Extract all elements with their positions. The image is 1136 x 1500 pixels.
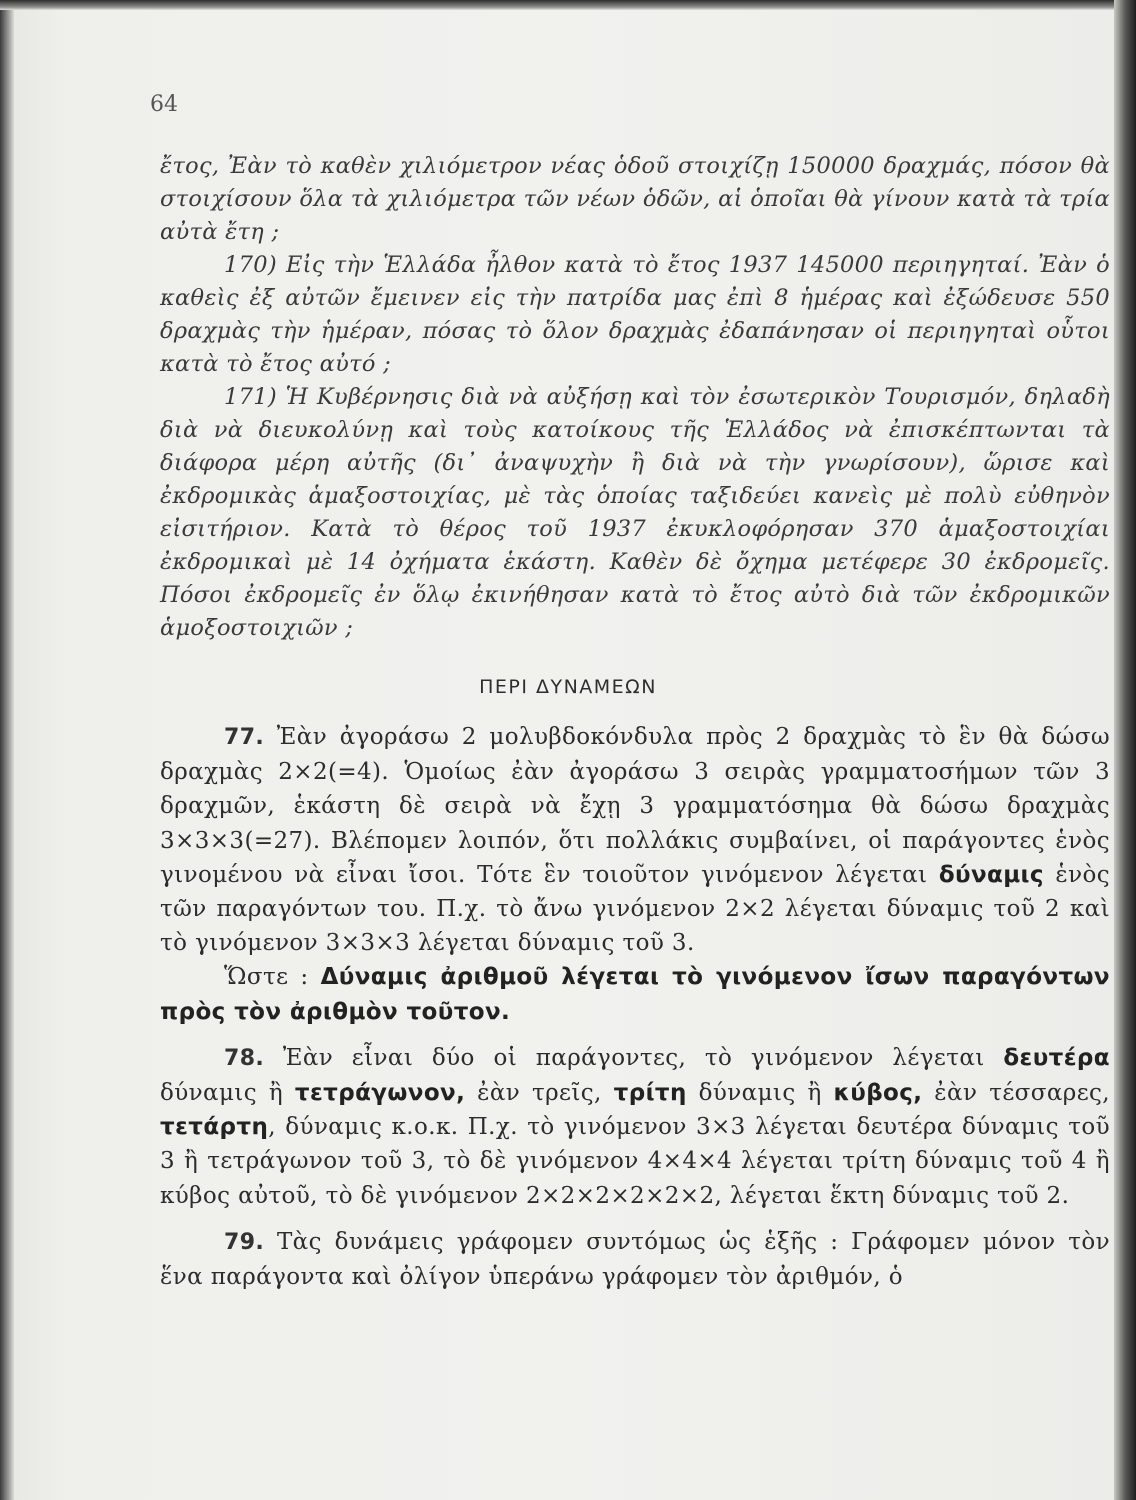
paragraph-number: 79. bbox=[224, 1229, 265, 1255]
term-triti: τρίτη bbox=[613, 1080, 687, 1107]
scan-edge-left bbox=[0, 0, 14, 1500]
term-dynamis: δύναμις bbox=[938, 861, 1044, 888]
exercise-169-tail: ἔτος, Ἐὰν τὸ καθὲν χιλιόμετρον νέας ὁδοῦ στοιχίζῃ 150000 δραχμάς, πόσον θὰ στοιχίσουν ὅλα τὰ χιλιόμετρα τῶν νέων ὁδῶν, αἱ ὁποῖαι θὰ γίνουν κατὰ τὰ τρία αὐτὰ ἔτη ; bbox=[160, 153, 1110, 245]
powers-section bbox=[160, 720, 1110, 1294]
scan-edge-right bbox=[1114, 0, 1136, 1500]
exercise-171: 171) Ἡ Κυβέρνησις διὰ νὰ αὐξήσῃ καὶ τὸν ἐσωτερικὸν Τουρισμόν, δηλαδὴ διὰ νὰ διευκολύνῃ καὶ τοὺς κατοίκους τῆς Ἑλλάδος νὰ ἐπισκέπτωνται τὰ διάφορα μέρη αὐτῆς (δι᾽ ἀναψυχὴν ἢ διὰ νὰ τὴν γνωρίσουν), ὥρισε καὶ ἐκδρομικὰς ἁμαξοστοιχίας, μὲ τὰς ὁποίας ταξιδεύει κανεὶς μὲ πολὺ εὐθηνὸν εἰσιτήριον. Κατὰ τὸ θέρος τοῦ 1937 ἐκυκλοφόρησαν 370 ἁμαξοστοιχίαι ἐκδρομικαὶ μὲ 14 ὀχήματα ἑκάστη. Καθὲν δὲ ὄχημα μετέφερε 30 ἐκδρομεῖς. Πόσοι ἐκδρομεῖς ἐν ὅλῳ ἐκινήθησαν κατὰ τὸ ἔτος αὐτὸ διὰ τῶν ἐκδρομικῶν ἁμοξοστοιχιῶν ; bbox=[160, 384, 1110, 641]
term-deutera: δευτέρα bbox=[1003, 1044, 1110, 1071]
section-heading: ΠΕΡΙ ΔΥΝΑΜΕΩΝ bbox=[479, 676, 657, 698]
definition-77: Ὥστε : Δύναμις ἀριθμοῦ λέγεται τὸ γινόμενον ἴσων παραγόντων πρὸς τὸν ἀριθμὸν τοῦτον. bbox=[160, 964, 1110, 1025]
paragraph-number: 78. bbox=[224, 1045, 265, 1071]
exercise-170: 170) Εἰς τὴν Ἑλλάδα ἦλθον κατὰ τὸ ἔτος 1937 145000 περιηγηταί. Ἐὰν ὁ καθεὶς ἐξ αὐτῶν ἔμεινεν εἰς τὴν πατρίδα μας ἐπὶ 8 ἡμέρας καὶ ἐξώδευσε 550 δραχμὰς τὴν ἡμέραν, πόσας τὸ ὅλον δραχμὰς ἐδαπάνησαν οἱ περιηγηταὶ οὗτοι κατὰ τὸ ἔτος αὐτό ; bbox=[160, 252, 1110, 377]
paragraph-78: 78. Ἐὰν εἶναι δύο οἱ παράγοντες, τὸ γινόμενον λέγεται δευτέρα δύναμις ἢ τετράγωνον, ἐὰν τρεῖς, τρίτη δύναμις ἢ κύβος, ἐὰν τέσσαρες, τετάρτη, δύναμις κ.ο.κ. Π.χ. τὸ γινόμενον 3×3 λέγεται δευτέρα δύναμις τοῦ 3 ἢ τετράγωνον τοῦ 3, τὸ δὲ γινόμενον 4×4×4 λέγεται τρίτη δύναμις τοῦ 4 ἢ κύβος αὐτοῦ, τὸ δὲ γινόμενον 2×2×2×2×2×2, λέγεται ἕκτη δύναμις τοῦ 2. bbox=[160, 1044, 1110, 1209]
paragraph-79: 79. Τὰς δυνάμεις γράφομεν συντόμως ὡς ἑξῆς : Γράφομεν μόνον τὸν ἕνα παράγοντα καὶ ὀλίγον ὑπεράνω γράφομεν τὸν ἀριθμόν, ὁ bbox=[160, 1228, 1110, 1291]
paragraph-77: 77. Ἐὰν ἀγοράσω 2 μολυβδοκόνδυλα πρὸς 2 δραχμὰς τὸ ἓν θὰ δώσω δραχμὰς 2×2(=4). Ὁμοίως ἐὰν ἀγοράσω 3 σειρὰς γραμματοσήμων τῶν 3 δραχμῶν, ἑκάστη δὲ σειρὰ νὰ ἔχῃ 3 γραμματόσημα θὰ δώσω δραχμὰς 3×3×3(=27). Βλέπομεν λοιπόν, ὅτι πολλάκις συμβαίνει, οἱ παράγοντες ἑνὸς γινομένου νὰ εἶναι ἴσοι. Τότε ἓν τοιοῦτον γινόμενον λέγεται δύναμις ἑνὸς τῶν παραγόντων του. Π.χ. τὸ ἄνω γινόμενον 2×2 λέγεται δύναμις τοῦ 2 καὶ τὸ γινόμενον 3×3×3 λέγεται δύναμις τοῦ 3. bbox=[160, 724, 1110, 957]
term-kyvos: κύβος, bbox=[833, 1080, 923, 1107]
term-tetarti: τετάρτη bbox=[160, 1114, 269, 1141]
definition-text: Δύναμις ἀριθμοῦ λέγεται τὸ γινόμενον ἴσων παραγόντων πρὸς τὸν ἀριθμὸν τοῦτον. bbox=[160, 964, 1110, 1025]
page-number: 64 bbox=[150, 92, 178, 117]
paragraph-number: 77. bbox=[224, 725, 265, 750]
term-tetragonon: τετράγωνον, bbox=[294, 1080, 466, 1107]
scan-edge-top bbox=[0, 0, 1136, 10]
exercise-section bbox=[160, 150, 1110, 645]
